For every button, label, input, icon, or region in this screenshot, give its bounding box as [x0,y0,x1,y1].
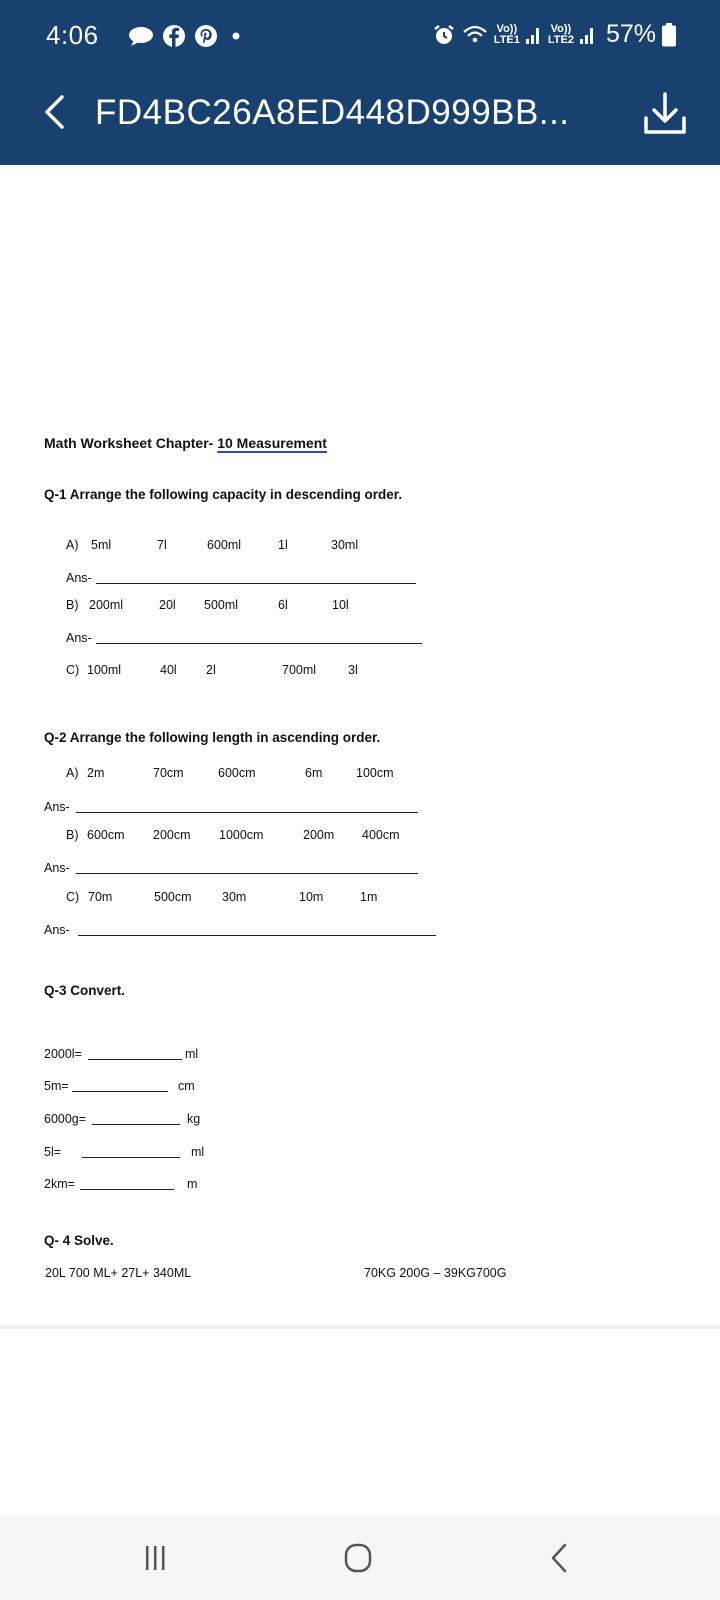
q2-a-item: 70cm [153,766,184,780]
q1-a-ans: Ans- [66,571,92,585]
sim2-volte: Vo)) [550,22,572,35]
status-indicators [432,20,676,49]
q2-c-ans: Ans- [44,923,70,937]
q2-a-item: 2m [87,766,105,780]
title-prefix: Math Worksheet Chapter- [44,435,218,451]
sim2-indicator [548,24,574,46]
q2-c-item: 10m [299,890,324,904]
sim2-lte: LTE2 [547,33,574,46]
q2-c-item: 70m [88,890,113,904]
q2-a-item: 600cm [218,766,256,780]
q1-b-item: 20l [159,598,176,612]
q1-b-item: 500ml [204,598,239,612]
fill-line [72,1091,168,1092]
battery-percent: 57% [605,20,656,48]
answer-line [76,812,418,813]
q2-b-item: 600cm [87,828,125,842]
navigation-bar [0,1515,720,1600]
q2-c-item: 1m [360,890,378,904]
q1-heading: Q-1 Arrange the following capacity in descending order. [44,487,403,502]
q2-a-label: A) [66,766,79,780]
q2-c-item: 30m [222,890,247,904]
answer-line [76,873,418,874]
alarm-icon [432,23,456,47]
home-icon [341,1541,375,1575]
q1-a-item: 1l [278,538,288,552]
q1-b-item: 6l [278,598,288,612]
q4-left-problem: 20L 700 ML+ 27L+ 340ML [45,1266,192,1280]
battery-icon [662,23,676,47]
download-icon[interactable] [640,90,690,138]
q1-c-item: 40l [160,663,177,677]
q2-b-item: 200m [303,828,335,842]
nav-back-button[interactable] [500,1515,620,1600]
sim1-lte: LTE1 [493,33,520,46]
q1-a-item: 5ml [91,538,112,552]
nav-back-icon [545,1541,575,1575]
wifi-icon [462,24,488,46]
q1-a-item: 30ml [331,538,359,552]
q2-a-item: 6m [305,766,323,780]
facebook-icon [162,24,186,48]
q3-row-left: 2km= [44,1177,75,1191]
q3-heading: Q-3 Convert. [44,983,126,998]
q3-row-left: 5m= [44,1079,69,1093]
q3-row-unit: m [187,1177,198,1191]
q2-b-label: B) [66,828,79,842]
top-bar [0,0,720,165]
home-button[interactable] [298,1515,418,1600]
recents-button[interactable] [95,1515,215,1600]
q2-c-label: C) [66,890,80,904]
answer-line [78,935,436,936]
q1-a-item: 7l [157,538,167,552]
q1-c-item: 3l [348,663,358,677]
q2-heading: Q-2 Arrange the following length in ascending order. [44,730,381,745]
fill-line [80,1189,174,1190]
q2-b-item: 400cm [362,828,400,842]
q4-heading: Q- 4 Solve. [44,1233,114,1248]
q1-b-ans: Ans- [66,631,92,645]
pinterest-icon [194,24,218,48]
q2-a-item: 100cm [356,766,394,780]
fill-line [92,1124,180,1125]
sim1-volte: Vo)) [496,22,518,35]
answer-line [96,583,416,584]
fill-line [88,1059,182,1060]
q3-row-unit: ml [191,1145,205,1159]
q2-b-item: 200cm [153,828,191,842]
worksheet-page [0,165,720,1325]
q2-a-ans: Ans- [44,800,70,814]
q1-b-item: 200ml [89,598,124,612]
sim1-indicator [494,24,520,46]
worksheet-title [44,435,327,451]
recents-icon [140,1543,170,1573]
q2-b-ans: Ans- [44,861,70,875]
q1-b-label: B) [66,598,79,612]
q1-a-label: A) [66,538,79,552]
q1-a-item: 600ml [207,538,242,552]
q3-row-left: 6000g= [44,1112,87,1126]
back-arrow-icon[interactable] [40,92,70,132]
q3-row-left: 5l= [44,1145,62,1159]
q1-c-label: C) [66,663,80,677]
q3-row-unit: ml [185,1047,199,1061]
status-time: 4:06 [46,20,99,50]
q1-c-item: 700ml [282,663,317,677]
answer-line [96,643,422,644]
q1-c-item: 2l [206,663,216,677]
q3-row-unit: kg [187,1112,201,1126]
q2-b-item: 1000cm [219,828,264,842]
page-edge [0,1325,720,1329]
q1-c-item: 100ml [87,663,122,677]
fill-line [82,1157,180,1158]
q3-row-left: 2000l= [44,1047,82,1061]
title-chapter: 10 Measurement [217,435,327,451]
document-title: FD4BC26A8ED448D999BB... [95,93,570,132]
q2-c-item: 500cm [154,890,192,904]
signal-icon [526,25,542,45]
q1-b-item: 10l [332,598,349,612]
dot-icon [226,31,242,41]
signal-icon [580,25,596,45]
q4-right-problem: 70KG 200G – 39KG700G [364,1266,507,1280]
chat-icon [128,25,154,47]
q3-row-unit: cm [178,1079,195,1093]
notification-icons [128,24,242,48]
